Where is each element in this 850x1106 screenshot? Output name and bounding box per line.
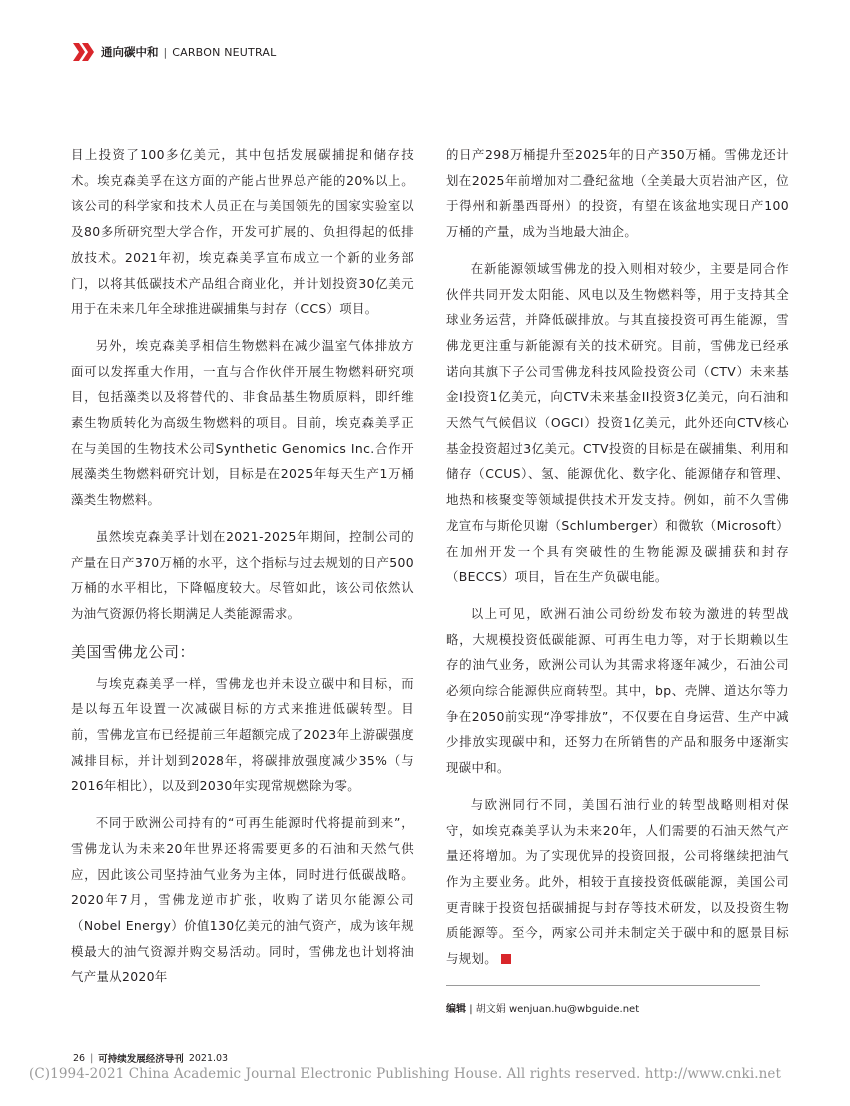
paragraph: 目上投资了100多亿美元，其中包括发展碳捕捉和储存技术。埃克森美孚在这方面的产能占世界总产能的20%以上。该公司的科学家和技术人员正在与美国领先的国家实验室以及80多所研究型大学合作，开发可扩展的、负担得起的低排放技术。2021年初，埃克森美孚宣布成立一个新的业务部门，以将其低碳技术产品组合商业化，并计划投资30亿美元用于在未来几年全球推进碳捕集与封存（CCS）项目。 <box>71 147 414 317</box>
section-header <box>73 42 276 62</box>
page-footer <box>73 1051 228 1065</box>
page-number: 26 <box>73 1052 86 1064</box>
paragraph: 的日产298万桶提升至2025年的日产350万桶。雪佛龙还计划在2025年前增加对二叠纪盆地（全美最大页岩油产区，位于得州和新墨西哥州）的投资，有望在该盆地实现日产100万桶的产量，成为当地最大油企。 <box>446 147 789 240</box>
paragraph: 另外，埃克森美孚相信生物燃料在减少温室气体排放方面可以发挥重大作用，一直与合作伙伴开展生物燃料研究项目，包括藻类以及将替代的、非食品基生物质原料，即纤维素生物质转化为高级生物燃料的项目。目前，埃克森美孚正在与美国的生物技术公司Synthetic Genomics Inc.合作开展藻类生物燃料研究计划，目标是在2025年每天生产1万桶藻类生物燃料。 <box>71 337 414 508</box>
issue-date: 2021.03 <box>188 1052 229 1064</box>
subheading-chevron: 美国雪佛龙公司： <box>71 642 196 661</box>
footer-separator: | <box>90 1052 94 1064</box>
section-title-en: CARBON NEUTRAL <box>172 45 277 59</box>
header-separator: | <box>163 45 168 59</box>
paragraph: 以上可见，欧洲石油公司纷纷发布较为激进的转型战略，大规模投资低碳能源、可再生电力等，对于长期赖以生存的油气业务，欧洲公司认为其需求将逐年减少，石油公司必须向综合能源供应商转型。其中，bp、壳牌、道达尔等力争在2050前实现“净零排放”，不仅要在自身运营、生产中减少排放实现碳中和，还努力在所销售的产品和服务中逐渐实现碳中和。 <box>446 605 789 776</box>
paragraph-last <box>446 792 789 972</box>
editor-credit <box>446 1000 639 1015</box>
double-chevron-icon <box>73 43 95 61</box>
end-mark-icon <box>501 954 511 964</box>
editor-label: 编辑 <box>446 1004 466 1015</box>
editor-email: wenjuan.hu@wbguide.net <box>508 1004 640 1015</box>
copyright-notice: (C)1994-2021 China Academic Journal Electronic Publishing House. All rights reserved. http://www.cnki.net <box>29 1066 782 1082</box>
divider <box>446 985 760 986</box>
editor-name: 胡文娟 <box>475 1004 506 1015</box>
editor-sep: | <box>469 1004 473 1015</box>
section-title-cn: 通向碳中和 <box>101 45 159 59</box>
left-column <box>71 142 414 1001</box>
right-column <box>446 142 789 983</box>
paragraph: 与埃克森美孚一样，雪佛龙也并未设立碳中和目标，而是以每五年设置一次减碳目标的方式来推进低碳转型。目前，雪佛龙宣布已经提前三年超额完成了2023年上游碳强度减排目标，并计划到2028年，将碳排放强度减少35%（与2016年相比），以及到2030年实现常规燃除为零。 <box>71 675 414 794</box>
paragraph-text: 与欧洲同行不同，美国石油行业的转型战略则相对保守，如埃克森美孚认为未来20年，人们需要的石油天然气产量还将增加。为了实现优异的投资回报，公司将继续把油气作为主要业务。此外，相较于直接投资低碳能源，美国公司更青睐于投资包括碳捕捉与封存等技术研发，以及投资生物质能源等。至今，两家公司并未制定关于碳中和的愿景目标与规划。 <box>446 796 789 967</box>
paragraph: 不同于欧洲公司持有的“可再生能源时代将提前到来”，雪佛龙认为未来20年世界还将需要更多的石油和天然气供应，因此该公司坚持油气业务为主体，同时进行低碳战略。2020年7月，雪佛龙逆市扩张，收购了诺贝尔能源公司（Nobel Energy）价值130亿美元的油气资产，成为该年规模最大的油气资源并购交易活动。同时，雪佛龙也计划将油气产量从2020年 <box>71 815 414 985</box>
paragraph: 虽然埃克森美孚计划在2021-2025年期间，控制公司的产量在日产370万桶的水平，这个指标与过去规划的日产500万桶的水平相比，下降幅度较大。尽管如此，该公司依然认为油气资源仍将长期满足人类能源需求。 <box>71 528 414 621</box>
journal-name: 可持续发展经济导刊 <box>98 1054 184 1065</box>
paragraph: 在新能源领域雪佛龙的投入则相对较少，主要是同合作伙伴共同开发太阳能、风电以及生物燃料等，用于支持其全球业务运营，并降低碳排放。与其直接投资可再生能源，雪佛龙更注重与新能源有关的技术研究。目前，雪佛龙已经承诺向其旗下子公司雪佛龙科技风险投资公司（CTV）未来基金I投资1亿美元，向CTV未来基金II投资3亿美元，向石油和天然气气候倡议（OGCI）投资1亿美元，此外还向CTV核心基金投资超过3亿美元。CTV投资的目标是在碳捕集、利用和储存（CCUS）、氢、能源优化、数字化、能源储存和管理、地热和核聚变等领域提供技术开发支持。例如，前不久雪佛龙宣布与斯伦贝谢（Schlumberger）和微软（Microsoft）在加州开发一个具有突破性的生物能源及碳捕获和封存（BECCS）项目，旨在生产负碳电能。 <box>446 260 789 585</box>
